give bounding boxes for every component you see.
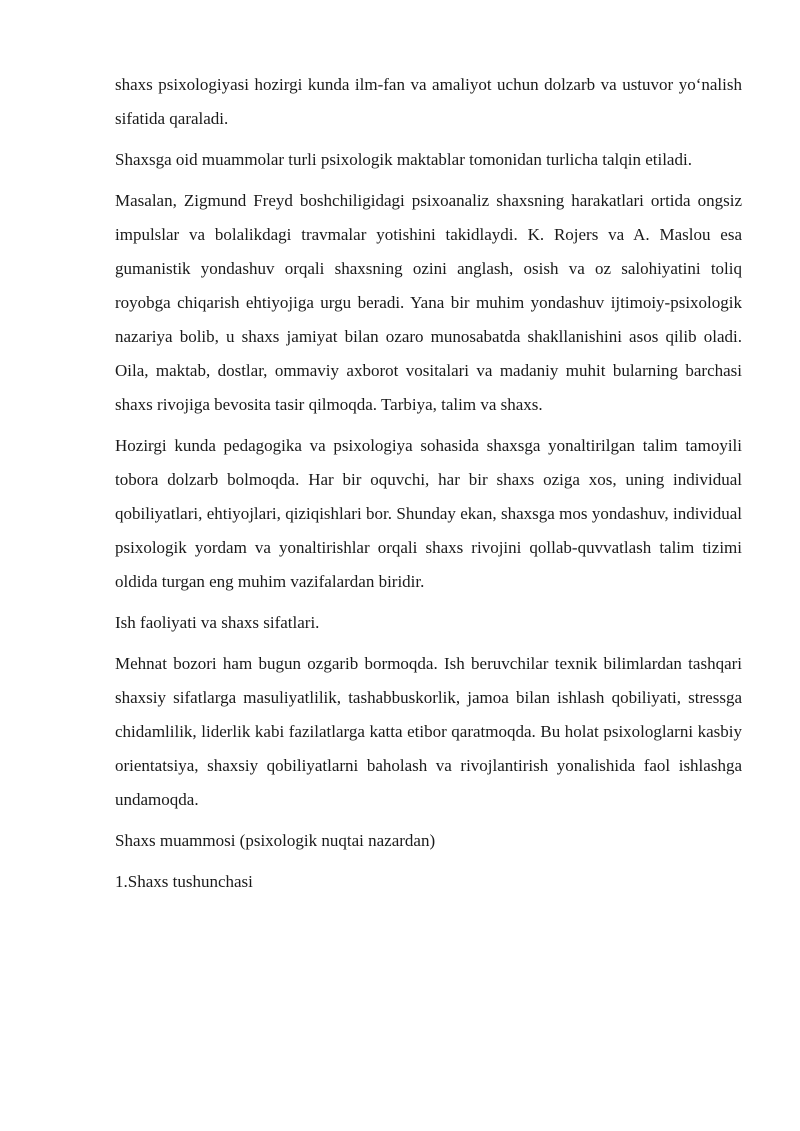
- paragraph-psychological-schools: Shaxsga oid muammolar turli psixologik maktablar tomonidan turlicha talqin etiladi.: [115, 150, 692, 169]
- paragraph-pedagogy: Hozirgi kunda pedagogika va psixologiya sohasida shaxsga yonaltirilgan talim tamoyili tobora dolzarb bolmoqda. Har bir oquvchi, har bir shaxs oziga xos, uning individual qobiliyatlari, ehtiyojlari, qiziqishlari bor. Shunday ekan, shaxsga mos yondashuv, individual psixologik yordam va yonaltirishlar orqali shaxs rivojini qollab-quvvatlash talim tizimi oldida turgan eng muhim vazifalardan biridir.: [115, 436, 742, 591]
- section-heading-personality-problem: Shaxs muammosi (psixologik nuqtai nazardan): [115, 831, 436, 850]
- subsection-heading-personality-concept: 1.Shaxs tushunchasi: [115, 872, 253, 891]
- document-body: [115, 68, 742, 906]
- paragraph-intro-continuation: shaxs psixologiyasi hozirgi kunda ilm-fan va amaliyot uchun dolzarb va ustuvor yo‘nalish sifatida qaraladi.: [115, 75, 742, 128]
- paragraph-labor-market: Mehnat bozori ham bugun ozgarib bormoqda. Ish beruvchilar texnik bilimlardan tashqari shaxsiy sifatlarga masuliyatlilik, tashabbuskorlik, jamoa bilan ishlash qobiliyati, stressga chidamlilik, liderlik kabi fazilatlarga katta etibor qaratmoqda. Bu holat psixologlarni kasbiy orientatsiya, shaxsiy qobiliyatlarni baholash va rivojlantirish yonalishida faol ishlashga undamoqda.: [115, 654, 742, 809]
- section-heading-work-activity: Ish faoliyati va shaxs sifatlari.: [115, 613, 320, 632]
- paragraph-approaches: Masalan, Zigmund Freyd boshchiligidagi psixoanaliz shaxsning harakatlari ortida ongsiz impulslar va bolalikdagi travmalar yotishini takidlaydi. K. Rojers va A. Maslou esa gumanistik yondashuv orqali shaxsning ozini anglash, osish va oz salohiyatini toliq royobga chiqarish ehtiyojiga urgu beradi. Yana bir muhim yondashuv ijtimoiy-psixologik nazariya bolib, u shaxs jamiyat bilan ozaro munosabatda shakllanishini asos qilib oladi. Oila, maktab, dostlar, ommaviy axborot vositalari va madaniy muhit bularning barchasi shaxs rivojiga bevosita tasir qilmoqda. Tarbiya, talim va shaxs.: [115, 191, 742, 414]
